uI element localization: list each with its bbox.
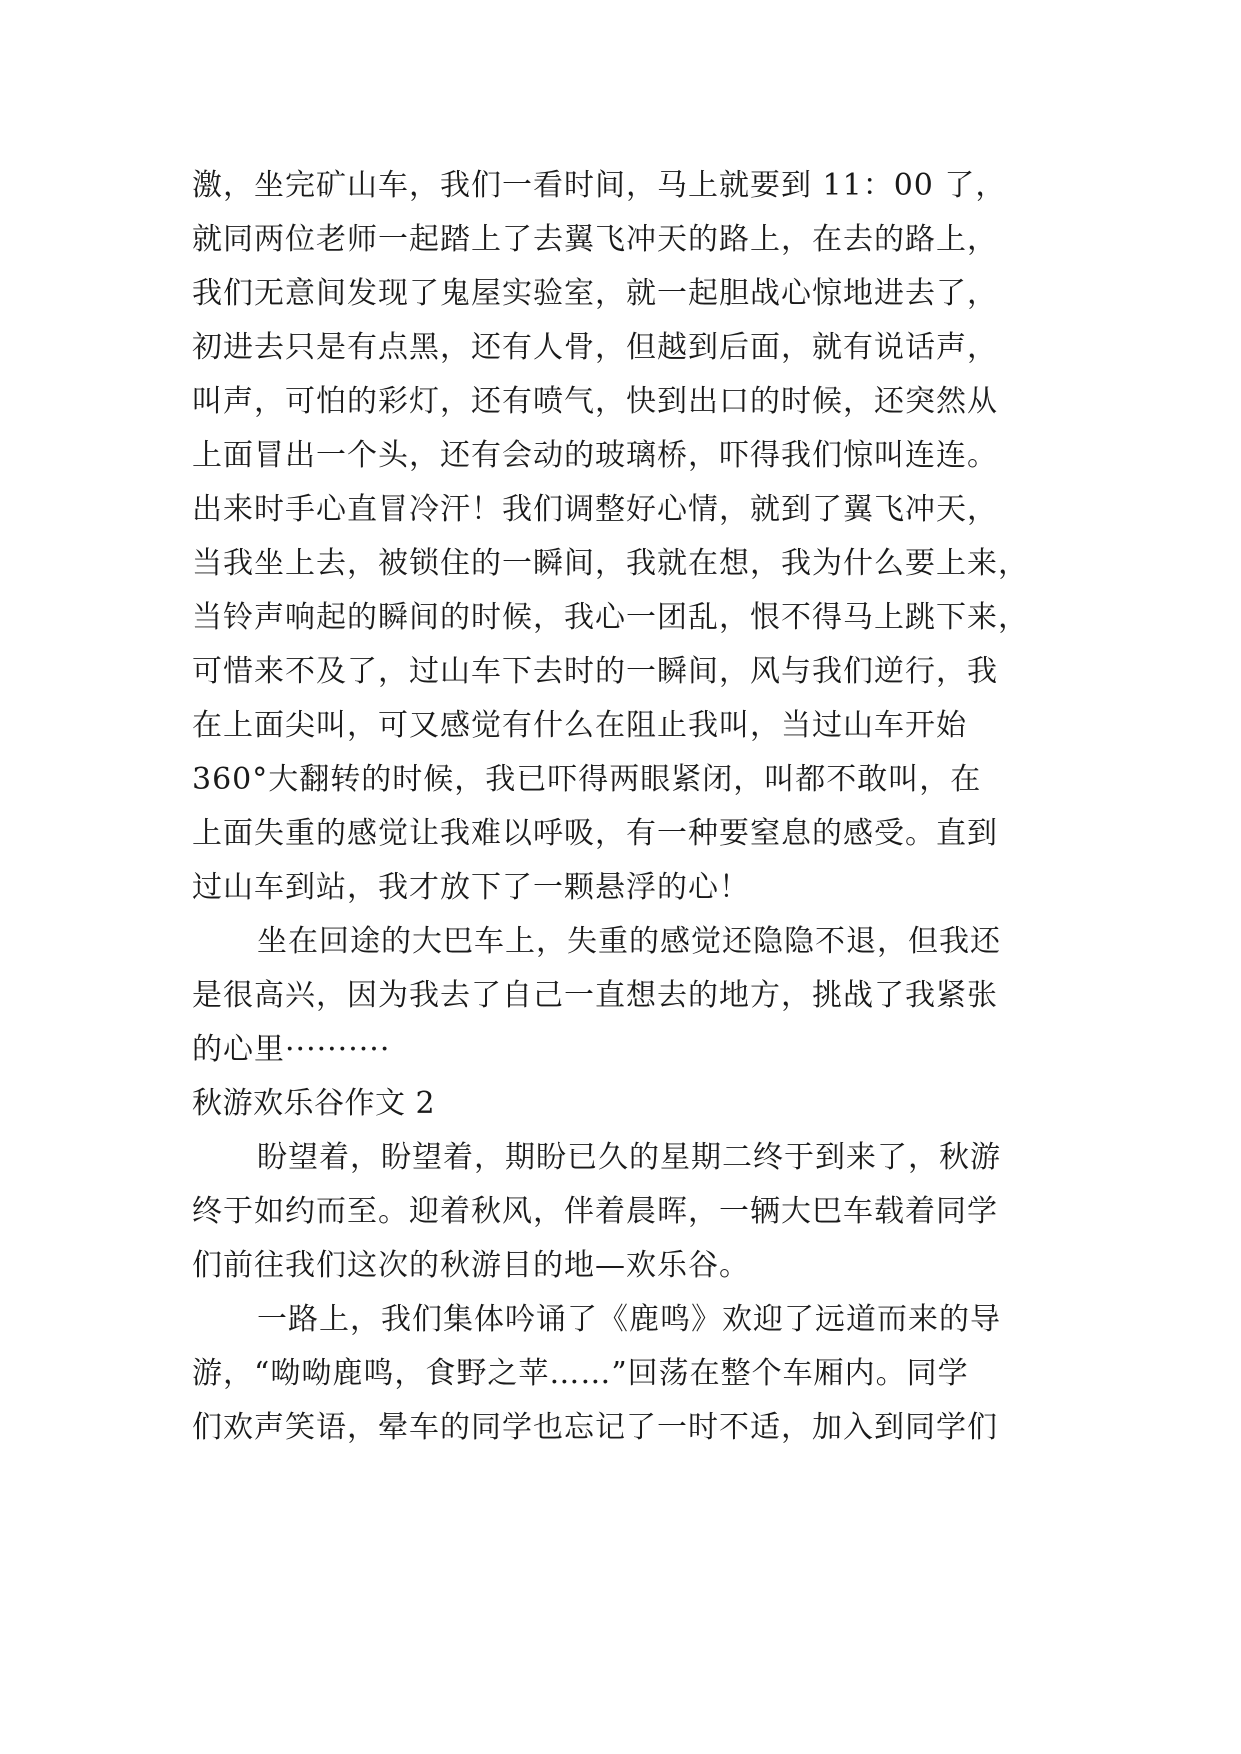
text-line: 我们无意间发现了鬼屋实验室，就一起胆战心惊地进去了，: [192, 276, 998, 311]
text-line: 坐在回途的大巴车上，失重的感觉还隐隐不退，但我还: [257, 924, 1001, 959]
text-line: 在上面尖叫，可又感觉有什么在阻止我叫，当过山车开始: [192, 708, 967, 743]
text-line: 360°大翻转的时候，我已吓得两眼紧闭，叫都不敢叫，在: [192, 762, 982, 797]
text-line: 游，“呦呦鹿鸣，食野之苹……”回荡在整个车厢内。同学: [192, 1356, 969, 1391]
text-line: 过山车到站，我才放下了一颗悬浮的心！: [192, 870, 750, 905]
text-line: 们欢声笑语，晕车的同学也忘记了一时不适，加入到同学们: [192, 1410, 998, 1445]
text-line: 当铃声响起的瞬间的时候，我心一团乱，恨不得马上跳下来，: [192, 600, 1029, 635]
text-line: 上面失重的感觉让我难以呼吸，有一种要窒息的感受。直到: [192, 816, 998, 851]
text-line: 可惜来不及了，过山车下去时的一瞬间，风与我们逆行，我: [192, 654, 998, 689]
text-line: 是很高兴，因为我去了自己一直想去的地方，挑战了我紧张: [192, 978, 998, 1013]
text-line: 一路上，我们集体吟诵了《鹿鸣》欢迎了远道而来的导: [257, 1302, 1001, 1337]
text-line: 初进去只是有点黑，还有人骨，但越到后面，就有说话声，: [192, 330, 998, 365]
text-line: 就同两位老师一起踏上了去翼飞冲天的路上，在去的路上，: [192, 222, 998, 257]
text-line: 上面冒出一个头，还有会动的玻璃桥，吓得我们惊叫连连。: [192, 438, 998, 473]
text-line: 的心里··········: [192, 1032, 391, 1067]
text-line: 出来时手心直冒冷汗！我们调整好心情，就到了翼飞冲天，: [192, 492, 998, 527]
text-line: 当我坐上去，被锁住的一瞬间，我就在想，我为什么要上来，: [192, 546, 1029, 581]
text-line: 们前往我们这次的秋游目的地—欢乐谷。: [192, 1248, 750, 1283]
text-line: 盼望着，盼望着，期盼已久的星期二终于到来了，秋游: [257, 1140, 1001, 1175]
text-line: 叫声，可怕的彩灯，还有喷气，快到出口的时候，还突然从: [192, 384, 998, 419]
section-title: 秋游欢乐谷作文 2: [192, 1086, 436, 1121]
text-line: 终于如约而至。迎着秋风，伴着晨晖，一辆大巴车载着同学: [192, 1194, 998, 1229]
text-line: 激，坐完矿山车，我们一看时间，马上就要到 11：00 了，: [192, 168, 1007, 203]
